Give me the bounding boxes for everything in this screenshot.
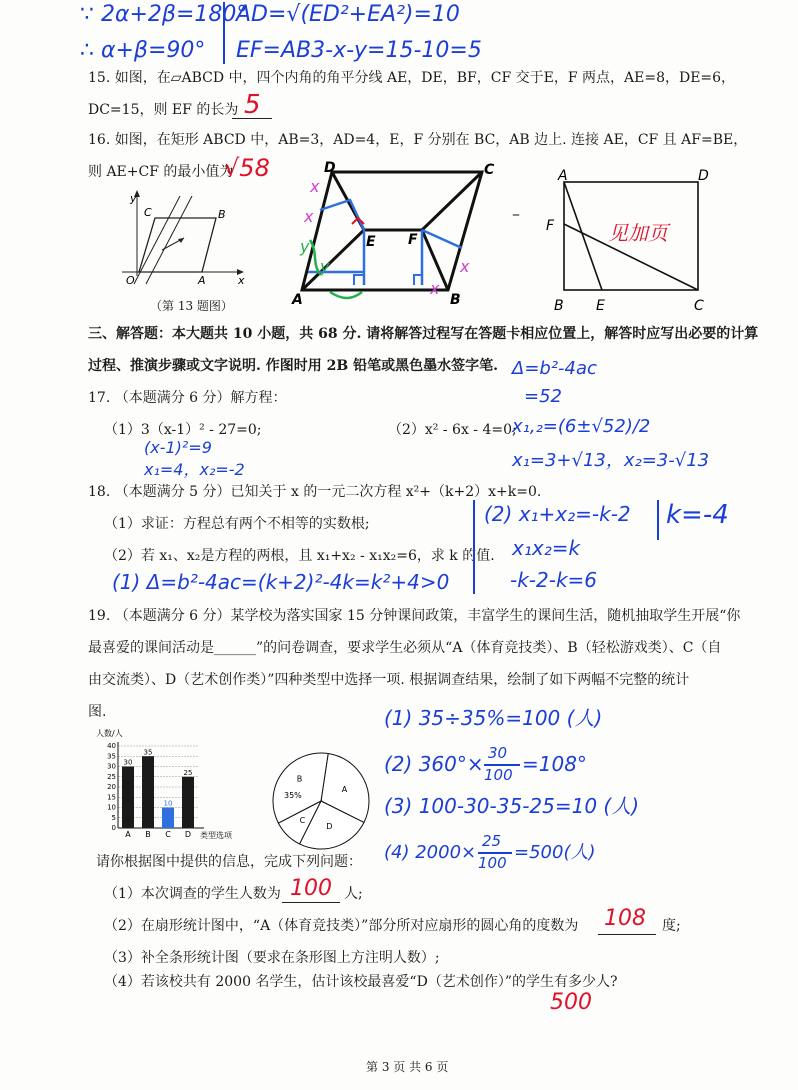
pie-chart	[266, 746, 376, 856]
fig16-label-e: E	[596, 298, 605, 314]
bar-D	[182, 777, 194, 828]
q19-q2: （2）在扇形统计图中，“A（体育竞技类）”部分所对应扇形的圆心角的度数为	[104, 918, 579, 934]
q18-divider-2	[656, 500, 660, 540]
q19-work3: (3) 100-30-35-25=10 (人)	[384, 794, 640, 818]
fig13-label-x: x	[238, 274, 245, 287]
q17-work-r1: Δ=b²-4ac	[512, 358, 597, 379]
section3-line1: 三、解答题：本大题共 10 小题，共 68 分. 请将解答过程写在答题卡相应位置上，解答时应写出必要的计算	[88, 326, 759, 342]
q19-work4-den: 100	[478, 854, 507, 872]
q16-line2: 则 AE+CF 的最小值为	[88, 164, 234, 180]
fig15-green-brace-2	[330, 292, 362, 298]
bar-ytick-label: 25	[107, 772, 116, 781]
q16-line1: 16. 如图，在矩形 ABCD 中，AB=3，AD=4，E，F 分别在 BC，AB 边上. 连接 AE，CF 且 AF=BE，	[88, 132, 748, 148]
fig13-label-a: A	[198, 274, 206, 287]
bar-ytick-label: 40	[107, 742, 116, 750]
q19-q1-unit: 人;	[344, 886, 363, 902]
fig16-label-a: A	[558, 168, 568, 184]
q19-q2-blank	[598, 934, 656, 935]
note-ad-length: AD=√(ED²+EA²)=10	[236, 2, 460, 27]
q17-title: 17. （本题满分 6 分）解方程：	[88, 390, 287, 406]
fig16-label-f: F	[546, 218, 555, 234]
fig15-mark-x-2: x	[304, 207, 314, 226]
q17-work-r3: x₁,₂=(6±√52)/2	[512, 416, 651, 437]
note-angle-sum: ∵ 2α+2β=180°	[80, 2, 248, 27]
pie-b-percent: 35%	[284, 791, 302, 800]
pie-label: B	[296, 774, 303, 784]
bar-ytick-label: 35	[107, 752, 116, 761]
fig16-label-b: B	[554, 298, 564, 314]
q19-q1-answer: 100	[290, 876, 332, 901]
figure-16	[540, 160, 740, 320]
q18-title: 18. （本题满分 5 分）已知关于 x 的一元二次方程 x²+（k+2）x+k=0.	[88, 484, 542, 500]
fig15-blue-aux-1	[320, 200, 364, 230]
q17-work1: (x-1)²=9	[144, 438, 212, 457]
q18-work2a: (2) x₁+x₂=-k-2	[484, 502, 631, 526]
note-divider	[222, 2, 226, 64]
bar-category-label: D	[184, 830, 192, 839]
bar-A	[122, 767, 134, 829]
pie-label: D	[326, 822, 333, 832]
q19-q1: （1）本次调查的学生人数为	[104, 886, 281, 902]
q19-line1: 19. （本题满分 6 分）某学校为落实国家 15 分钟课间政策，丰富学生的课间生活，随机抽取学生开展“你	[88, 608, 741, 624]
fig15-mark-x-3: x	[460, 257, 470, 276]
q18-work2b: x₁x₂=k	[512, 536, 581, 560]
bar-chart	[96, 726, 256, 842]
q19-q2-unit: 度;	[662, 918, 681, 934]
figure-13	[112, 188, 252, 288]
q19-prompt: 请你根据图中提供的信息，完成下列问题：	[96, 854, 362, 870]
fig15-mark-x-4: x	[430, 279, 440, 298]
pie-label: A	[341, 784, 348, 794]
note-angle-result: ∴ α+β=90°	[80, 38, 206, 63]
q18-part2: （2）若 x₁、x₂是方程的两根，且 x₁+x₂ - x₁x₂=6，求 k 的值.	[104, 548, 495, 564]
q18-k-result: k=-4	[666, 500, 729, 530]
q19-q4: （4）若该校共有 2000 名学生，估计该校最喜爱“D（艺术创作）”的学生有多少人?	[104, 974, 618, 990]
fig13-caption: （第 13 题图）	[150, 299, 233, 313]
bar-ytick-label: 0	[111, 824, 116, 832]
q18-work1: (1) Δ=b²-4ac=(k+2)²-4k=k²+4>0	[112, 570, 450, 594]
q16-answer: √58	[224, 154, 270, 182]
q15-answer: 5	[244, 90, 261, 120]
fig15-mark-x-1: x	[310, 177, 320, 196]
fig13-label-y: y	[130, 192, 137, 205]
bar-ytick-label: 5	[111, 813, 116, 822]
q19-line3: 由交流类）、D（艺术创作类）”四种类型中选择一项. 根据调查结果，绘制了如下两幅不完整的统计	[88, 672, 690, 688]
q17-work2: x₁=4，x₂=-2	[144, 460, 245, 479]
fig16-label-d: D	[698, 168, 709, 184]
figure-15	[290, 160, 510, 310]
bar-ytick-label: 20	[107, 783, 116, 791]
fig13-label-o: O	[126, 274, 135, 287]
bar-value-label: 10	[163, 799, 173, 808]
bar-category-label: C	[165, 830, 171, 839]
bar-ytick-label: 15	[107, 793, 116, 802]
q19-q1-blank	[282, 902, 340, 903]
fig15-label-a: A	[292, 292, 303, 308]
q15-line1: 15. 如图，在▱ABCD 中，四个内角的角平分线 AE，DE，BF，CF 交于E，F 两点，AE=8，DE=6，	[88, 70, 736, 86]
bar-value-label: 30	[123, 758, 133, 767]
fig13-line-1	[134, 196, 180, 284]
fig13-line-2	[146, 196, 192, 284]
bar-xlabel: 类型选项	[200, 831, 232, 840]
bar-ylabel: 人数/人	[96, 729, 123, 738]
q18-work2c: -k-2-k=6	[510, 568, 598, 592]
bar-value-label: 35	[143, 748, 153, 757]
q19-line4: 图.	[88, 704, 107, 720]
q18-part1: （1）求证：方程总有两个不相等的实数根;	[104, 516, 370, 532]
fig15-right-angle-1	[354, 275, 364, 285]
q19-work1: (1) 35÷35%=100 (人)	[384, 706, 603, 730]
fig15-label-b: B	[450, 292, 461, 308]
q17-part2: （2）x² - 6x - 4=0;	[388, 422, 517, 438]
bar-category-label: A	[125, 830, 131, 839]
q15-line2: DC=15，则 EF 的长为	[88, 102, 239, 118]
q19-work2a: (2) 360°×	[384, 752, 484, 776]
fig16-ae	[564, 182, 602, 290]
q19-q3: （3）补全条形统计图（要求在条形图上方注明人数）;	[104, 950, 440, 966]
q17-part1: （1）3（x-1）² - 27=0;	[104, 422, 262, 438]
fig13-parallelogram	[139, 218, 216, 272]
bar-ytick-label: 10	[107, 803, 116, 812]
bar-C	[162, 808, 174, 829]
q19-q4-answer: 500	[550, 990, 592, 1015]
q19-work4-num: 25	[482, 832, 502, 850]
note-ef-length: EF=AB3-x-y=15-10=5	[236, 38, 482, 63]
fig13-label-b: B	[218, 208, 226, 221]
fig15-mark-y-2: y	[320, 257, 330, 276]
q19-work2b: =108°	[522, 752, 587, 776]
q19-q2-answer: 108	[604, 906, 646, 931]
q19-work2-den: 100	[484, 766, 513, 784]
fig15-label-d: D	[324, 160, 336, 176]
fig16-note: 见加页	[608, 221, 668, 245]
bar-B	[142, 756, 154, 828]
pie-label: C	[299, 815, 306, 825]
bar-ytick-label: 30	[107, 762, 116, 771]
q17-work-r4: x₁=3+√13，x₂=3-√13	[512, 450, 710, 471]
fig16-label-c: C	[694, 298, 704, 314]
q19-work4a: (4) 2000×	[384, 842, 477, 863]
fig15-label-f: F	[408, 232, 418, 248]
fig15-mark-y-1: y	[300, 237, 310, 256]
q17-work-r2: =52	[524, 386, 562, 407]
fig13-label-c: C	[144, 206, 152, 219]
fig15-label-e: E	[366, 234, 376, 250]
bar-category-label: B	[145, 830, 151, 839]
q19-work4b: =500(人)	[514, 842, 596, 863]
fig-separator: –	[512, 204, 520, 223]
section3-line2: 过程、推演步骤或文字说明. 作图时用 2B 铅笔或黑色墨水签字笔.	[88, 358, 498, 374]
q19-work2-num: 30	[488, 744, 508, 762]
page-footer: 第 3 页 共 6 页	[366, 1060, 449, 1074]
bar-value-label: 25	[183, 768, 193, 777]
q19-line2: 最喜爱的课间活动是______”的问卷调查，要求学生必须从“A（体育竞技类）、B（轻松游戏类）、C（自	[88, 640, 722, 656]
fig15-label-c: C	[484, 162, 495, 178]
q18-divider	[472, 500, 476, 594]
